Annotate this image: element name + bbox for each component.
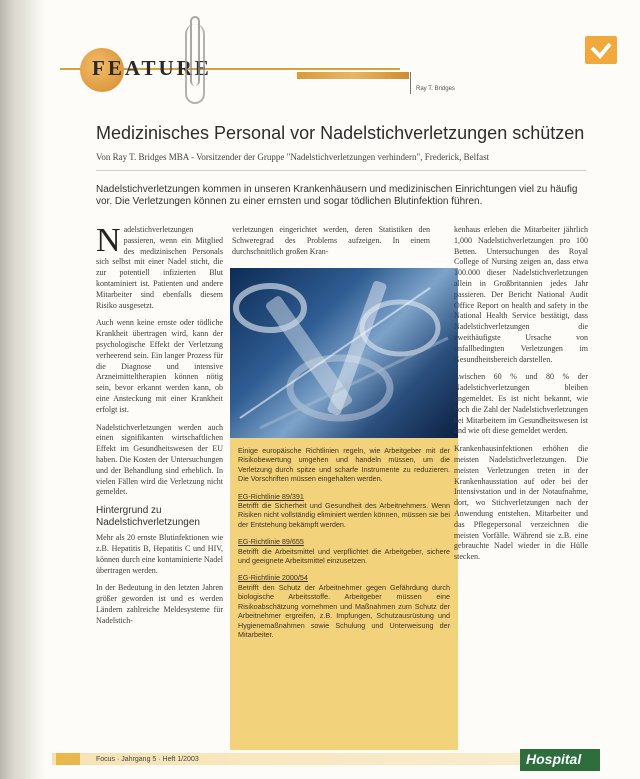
infobox-section-body: Betrifft die Sicherheit und Gesundheit des Arbeitnehmers. Wenn Risiken nicht vollständig eliminiert werden können, müssen sie bei der Entstehung bekämpft werden. [238,501,450,529]
paragraph: Krankenhausinfektionen erhöhen die meisten Nadelstichverletzungen. Die meisten Verletzungen treten in der Krankenhausstation auf oder bei der Intensivstation und in der Notaufnahme, dort, wo Stichverletzungen nach der Anwendung entstehen. Mitarbeiter und das Pflegepersonal verzeichnen die meisten Vorfälle. Während sie z.B. eine gebrauchte Nadel wieder in die Hülle stecken. [454,444,588,562]
paragraph [96,225,223,311]
author-color-bar [297,72,409,79]
directives-infobox [230,438,458,750]
corner-logo-icon [585,36,617,64]
column-2-top [232,225,430,273]
infobox-section [238,573,450,639]
author-divider [410,72,411,94]
paragraph: kenhaus erleben die Mitarbeiter jährlich 1,000 Nadelstichverletzungen pro 100 Betten. Untersuchungen des Royal College of Nursing zeigen an, dass etwa 100.000 dieser Nadelstichverletzungen allein in Großbritannien jedes Jahr passieren. Der Bericht National Audit Office Report on health and safety in the National Health Service bestätigt, dass Nadelstichverletzungen die zweithäufigste Ursache von unfallbedingten Verletzungen im Gesundheitsbereich darstellen. [454,225,588,364]
infobox-section-title: EG-Richtlinie 2000/54 [238,573,308,583]
infobox-section [238,492,450,530]
infobox-section-title: EG-Richtlinie 89/655 [238,537,304,547]
footer-text: Focus · Jahrgang 5 · Heft 1/2003 [96,756,199,763]
paragraph: verletzungen eingerichtet werden, deren Statistiken den Schweregrad des Problems aufzeigen. In einem durchschnittlich großen Kran- [232,225,430,256]
paragraph: Nadelstichverletzungen werden auch einen signifikanten wirtschaftlichen Effekt im Gesundheitswesen der EU haben. Die Kosten der Untersuchungen und der Behandlung sind erheblich. In vielen Fällen wird die Verletzung nicht gemeldet. [96,422,223,497]
author-tag: Ray T. Bridges [416,86,455,92]
infobox-section-body: Betrifft die Arbeitsmittel und verpflichtet die Arbeitgeber, sichere und geeignete Arbeitsmittel einzusetzen. [238,546,450,566]
syringe-photo-illustration [230,268,458,438]
infobox-section-title: EG-Richtlinie 89/391 [238,491,304,501]
page-binding-edge [0,0,44,779]
infobox-intro: Einige europäische Richtlinien regeln, wie Arbeitgeber mit der Risikobewertung umgehen und handeln müssen, um die Verletzung durch spitze und scharfe Instrumente zu reduzieren. Die Vorschriften müssen eingehalten werden. [238,446,450,484]
article-photo [230,268,458,438]
drop-cap: N [96,225,121,259]
article-title: Medizinisches Personal vor Nadelstichverletzungen schützen [96,123,585,143]
article-lead: Nadelstichverletzungen kommen in unseren Krankenhäusern und medizinischen Einrichtungen viel zu häufig vor. Die Verletzungen können zu einer ernsten und sogar tödlichen Blutinfektion führen. [96,184,578,207]
article-byline: Von Ray T. Bridges MBA - Vorsitzender der Gruppe "Nadelstichverletzungen verhindern", Frederick, Belfast [96,152,490,162]
infobox-section [238,537,450,565]
title-divider [96,170,586,171]
paragraph-text: adelstichverletzungen passieren, wenn ein Mitglied des medizinischen Personals sich selbst mit einer Nadel sticht, die zur potentiell infizierten Blut kontaminiert ist. Patienten und andere Mitarbeiter sind ebenfalls diesem Risiko ausgesetzt. [96,225,223,310]
footer-logo: Hospital [520,749,600,771]
paragraph: Auch wenn keine ernste oder tödliche Krankheit übertragen wird, kann der psychologische Effekt der Verletzung verheerend sein. Ein langer Prozess für die Diagnose und intensive Arzneimitteltherapien können nötig sein, bevor erkannt werden kann, ob eine Ansteckung mit einer Krankheit erfolgt ist. [96,318,223,414]
paragraph: Mehr als 20 ernste Blutinfektionen wie z.B. Hepatitis B, Hepatitis C und HIV, können durch eine kontaminierte Nadel übertragen werden. [96,533,223,575]
paragraph: Zwischen 60 % und 80 % der Nadelstichverletzungen bleiben ungemeldet. Es ist nicht bekannt, wie hoch die Zahl der Nadelstichverletzungen bei Mitarbeitern im Gesundheitswesen ist und wie oft diese gemeldet werden. [454,372,588,436]
column-3 [454,225,588,735]
subheading: Hintergrund zu Nadelstichverletzungen [96,505,200,529]
footer-page-marker [56,753,80,765]
column-1 [96,225,223,735]
paragraph: In der Bedeutung in den letzten Jahren größer geworden ist und es werden Ländern zahlreiche Meldesysteme für Nadelstich- [96,583,223,625]
section-label: FEATURE [92,56,212,80]
paperclip-loop-icon [185,24,205,104]
infobox-section-body: Betrifft den Schutz der Arbeitnehmer gegen Gefährdung durch biologische Arbeitsstoffe. Arbeitgeber müssen eine Risikoabschätzung vornehmen und Maßnahmen zum Schutz der Arbeitnehmer ergreifen, z.B. Impfungen, Schutzausrüstung und Hygienemaßnahmen sowie Schulung und Unterweisung der Mitarbeiter. [238,582,450,639]
